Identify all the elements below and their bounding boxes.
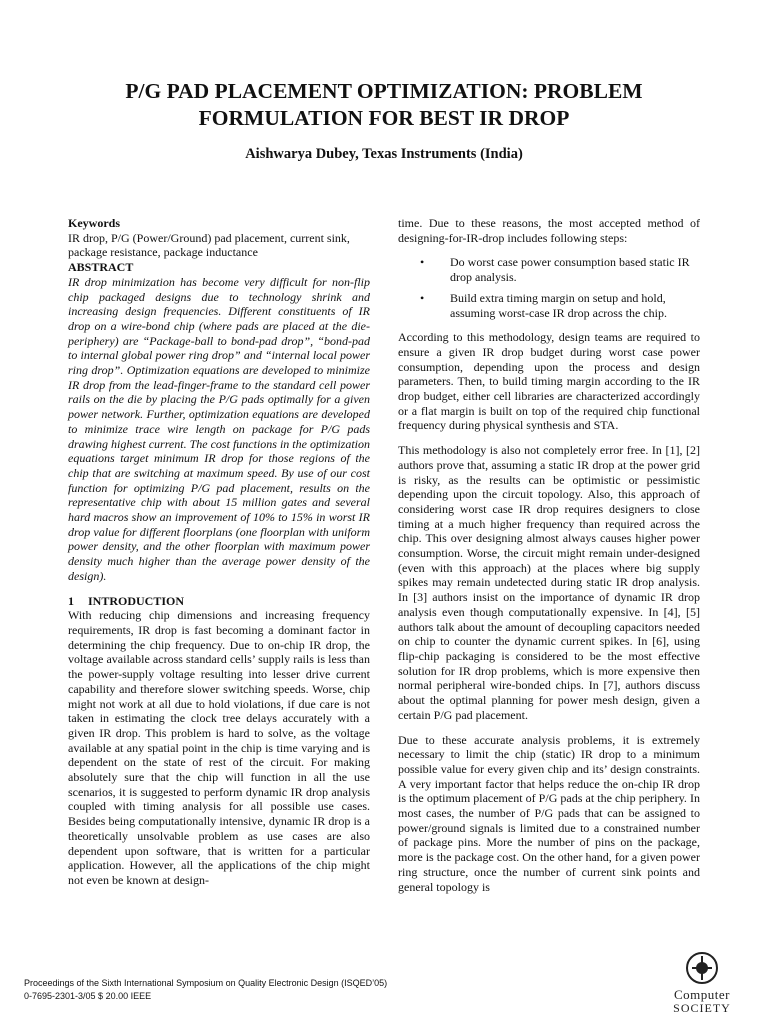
- paragraph: This methodology is also not completely error free. In [1], [2] authors prove that, assuming a static IR drop at the power grid is risky, as the results can be optimistic or pessimistic depending upon the circuit topology. Also, this approach of considering worst case IR drop requires designers to close timing at a much higher frequency than required across the chip. This over designing almost always causes higher power consumption. Worse, the circuit might remain under-designed (even with this approach) at the places where big supply spikes may remain undetected during static IR drop analysis. In [3] authors insist on the importance of dynamic IR drop analysis even though computationally expensive. In [4], [5] authors talk about the amount of decoupling capacitors needed on chip to counter the dynamic current spikes. In [6], using flip-chip packaging is considered to be the most effective solution for IR drop problems, which is more expensive then normal peripheral wire-bonded chips. In [7], authors discuss about the optimal planning for power mesh design, given a certain P/G pad placement.: [398, 443, 700, 722]
- paragraph: Due to these accurate analysis problems, it is extremely necessary to limit the chip (static) IR drop to a minimum possible value for every given chip and its’ design constraints. A very important factor that helps reduce the on-chip IR drop is the optimum placement of P/G pads at the chip periphery. In most cases, the number of P/G pads that can be assigned to power/ground signals is limited due to a constrained number of package pins. More the number of pins on the package, more is the package cost. On the other hand, for a given power ring structure, once the number of current sink points and general topology is: [398, 732, 700, 894]
- title-line-2: FORMULATION FOR BEST IR DROP: [198, 106, 570, 130]
- introduction-text: With reducing chip dimensions and increasing frequency requirements, IR drop is fast becoming a dominant factor in determining the chip frequency. Due to on-chip IR drop, the voltage available across standard cells’ supply rails is less than the power-supply voltage resulting into lesser drive current capability and therefore slower switching speeds. Worse, chip might not work at all due to hold violations, if due care is not taken in estimating the clock tree delays accurately with a given IR drop. This problem is hard to solve, as the voltage available at any spatial point in the chip is time varying and is dependent on the state of rest of the circuit. For making absolutely sure that the chip will function in all the use scenarios, it is suggested to perform dynamic IR drop analysis coupled with timing analysis for all possible use cases. Besides being computationally intensive, dynamic IR drop is a theoretically unsolvable problem as use cases are also dependent upon software, that is written for a particular application. However, all the applications of the chip might not even be known at design-: [68, 608, 370, 887]
- right-column: [398, 216, 700, 894]
- computer-society-logo: [660, 950, 744, 1014]
- footer-isbn: 0-7695-2301-3/05 $ 20.00 IEEE: [24, 991, 152, 1001]
- section-1-heading: [68, 594, 370, 609]
- page-footer: [24, 977, 387, 1003]
- steps-list: [398, 255, 700, 320]
- paper-title: [0, 78, 768, 132]
- keywords-text: IR drop, P/G (Power/Ground) pad placement, current sink, package resistance, package inductance: [68, 230, 350, 260]
- abstract-heading: ABSTRACT: [68, 260, 134, 275]
- logo-line-2: SOCIETY: [673, 1001, 731, 1015]
- list-item: [398, 291, 700, 320]
- keywords-heading: Keywords: [68, 216, 120, 230]
- footer-proceedings: Proceedings of the Sixth International Symposium on Quality Electronic Design (ISQED’05): [24, 978, 388, 988]
- paragraph: According to this methodology, design teams are required to ensure a given IR drop budget during worst case power consumption, depending upon the process and design parameters. Then, to build timing margin according to the IR drop budget, either cell libraries are characterized accordingly or a flat margin is built on top of the required chip functional frequency during physical synthesis and STA.: [398, 330, 700, 433]
- bullet-icon: •: [420, 255, 425, 270]
- title-line-1: P/G PAD PLACEMENT OPTIMIZATION: PROBLEM: [125, 79, 643, 103]
- list-item: [398, 255, 700, 284]
- logo-line-1: Computer: [674, 987, 730, 1002]
- intro-continuation: time. Due to these reasons, the most accepted method of designing-for-IR-drop includes following steps:: [398, 216, 700, 245]
- bullet-icon: •: [420, 290, 425, 305]
- abstract-text: IR drop minimization has become very difficult for non-flip chip packaged designs due to technology shrink and increasing design frequencies. Different constituents of IR drop on a wire-bond chip (where pads are placed at the die-periphery) are “Package-ball to bond-pad drop”, “bond-pad to internal global power ring drop” and “internal local power ring drop”. Optimization equations are developed to minimize IR drop from the lead-finger-frame to the standard cell power rails on the die by placing the P/G pads optimally for a given power network. Further, optimization equations are developed to minimize trace wire length on package for P/G pads drawing highest current. The cost functions in the optimization equations target minimum IR drop for those regions of the chip that are switching at maximum speed. By use of our cost function for optimizing P/G pad placement, results on the representative chip with about 15 million gates and several hard macros show an improvement of 10% to 15% in worst IR drop value for different floorplans (one floorplan with uniform power density, and the other floorplan with maximum power density much higher than the average power density of the design).: [68, 274, 370, 583]
- section-number: 1: [68, 593, 74, 608]
- list-item-text: Build extra timing margin on setup and hold, assuming worst-case IR drop across the chip.: [450, 290, 667, 320]
- section-title: INTRODUCTION: [88, 593, 185, 608]
- author-line: Aishwarya Dubey, Texas Instruments (India): [245, 146, 523, 162]
- ieee-logo-icon: [684, 950, 720, 986]
- list-item-text: Do worst case power consumption based static IR drop analysis.: [450, 255, 690, 285]
- left-column: [68, 216, 370, 888]
